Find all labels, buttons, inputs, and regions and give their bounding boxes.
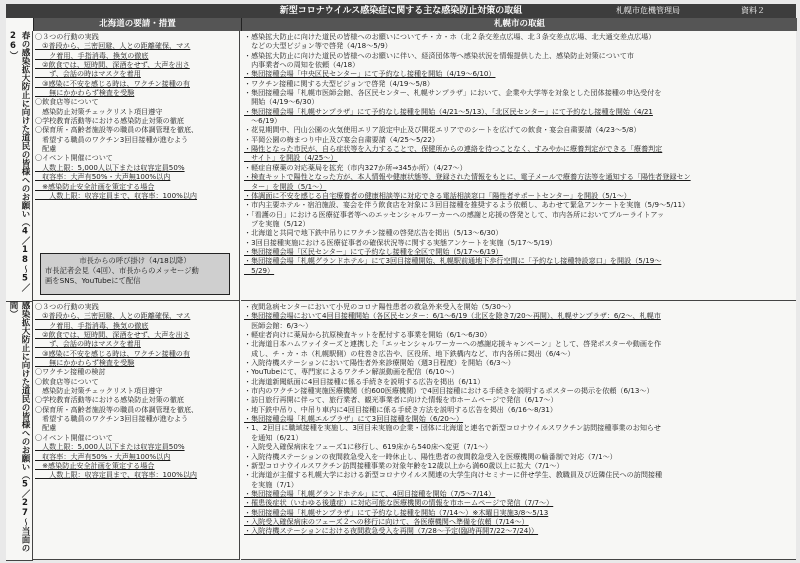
text-line: ・平岡公園の梅まつり中止及び宴会自粛要請（4/25～5/22） <box>244 134 440 144</box>
text-line: ・北海道と共同で地下鉄中吊りにワクチン接種の啓発広告を掲出（5/13～6/30） <box>244 228 503 238</box>
column-header-sapporo: 札幌市の取組 <box>241 18 797 31</box>
text-line: 〇３つの行動の実践 <box>35 32 99 41</box>
text-line: 人数上限：収容定員まで、収容率：100%以内 <box>35 190 198 200</box>
document-page <box>6 4 796 560</box>
text-line: 無にかかわらず検査を受験 <box>35 88 135 98</box>
text-line: ず、会話の時はマスクを着用 <box>35 69 141 79</box>
mayor-message-box <box>40 253 230 295</box>
text-line: ター」を開設（5/1～） <box>244 181 327 191</box>
text-line: ※感染防止安全計画を策定する場合 <box>35 460 155 470</box>
text-line: 〇飲食店等について <box>35 376 99 386</box>
text-line: ・体調面に不安を感じる自宅療養者の健康相談等に対応できる電話相談窓口「陽性者サポートセンター」を開設（5/1～） <box>244 190 631 200</box>
text-line: ・YouTubeにて、専門家によるワクチン解説動画を配信（6/10～） <box>244 367 459 377</box>
text-line: ・入院待機ステーションにおいて陽性者外来診療開始（週3日程度）を開始（6/3～） <box>244 358 515 368</box>
text-line: ず、会話の時はマスクを着用 <box>35 339 141 349</box>
text-line: ・集団接種会場において4回目接種開始（各区民センター：6/1～6/19（北区を除き7/20～再開）、札幌サンプラザ：6/2～、札幌市 <box>244 311 661 321</box>
text-line: ・北海道日本ハムファイターズと連携した「エッセンシャルワーカーへの感謝応援キャンペーン」として、啓発ポスターや動画を作 <box>244 339 662 349</box>
text-line: ・「看護の日」における医療従事者等へのエッセンシャルワーカーへの感謝と応援の啓発として、市内各所においてブルーライトアッ <box>244 209 665 219</box>
text-line: 〇飲食店等について <box>35 97 99 107</box>
text-line: ②飲食では、短時間、深酒をせず、大声を出さ <box>35 330 190 340</box>
text-line: 人数上限：5,000人以下または収容定員50% <box>35 442 185 452</box>
text-line: ・検査キットで陽性となった方が、本人情報や健康状態等、登録された情報をもとに、電子メールで療養方法等を通知する「陽性者登録セン <box>244 172 691 182</box>
text-line: サイト」を開設（4/25～） <box>244 153 338 163</box>
text-line: ・入院受入確保病床をフェーズ1に移行し、619床から540床へ変更（7/1～） <box>244 442 493 452</box>
text-line: ク着用、手指消毒、換気の徹底 <box>35 320 149 330</box>
department-name: 札幌市危機管理局 <box>616 6 680 15</box>
section-label-spring: 春の感染拡大防止に向けた道民の皆様へのお願い（4／18～5／26） <box>6 31 33 302</box>
text-line: 希望する職員のワクチン3回目接種が進むよう <box>35 414 189 424</box>
text-line: ・集団接種会場「札幌サンプラザ」にて予約なし接種を開始（4/21～5/13）、「北区民センター」にて予約なし接種を開始（4/21 <box>244 106 653 116</box>
mayor-box-heading: 市長からの呼び掛け（4/18以降） <box>79 256 191 265</box>
text-line: 無にかかわらず検査を受験 <box>35 358 135 368</box>
text-line: 感染防止対策チェックリスト項目遵守 <box>35 106 163 116</box>
text-line: 〇学校教育活動等における感染防止対策の徹底 <box>35 395 184 405</box>
text-line: ・市内のワクチン接種実施医療機関（約600医療機関）で4回目接種における手続きを説明するポスターの掲示を依頼（6/13～） <box>244 386 654 396</box>
text-line: ・軽症自療薬の対応薬局を拡充（市内327か所⇒345か所）（4/27～） <box>244 162 467 172</box>
mayor-box-line: 画をSNS、YouTubeにて配信 <box>45 276 141 285</box>
text-line: 開始（4/19～6/30） <box>244 97 319 107</box>
text-line: 医師会館：6/3～） <box>244 320 313 330</box>
text-line: 5/29） <box>244 265 275 275</box>
text-line: ・集団接種会場「札幌エルプラザ」にて3回目接種を開始（6/20～） <box>244 414 464 424</box>
text-line: ～6/19） <box>244 116 282 126</box>
text-line: ・集団接種会場「札幌サンプラザ」にて予約なし接種を開始（7/14～）※木曜日実施3/8～5/13 <box>244 507 549 517</box>
text-line: を通知（6/21） <box>244 432 303 442</box>
text-line: ・訪日旅行再開に伴って、旅行業者、観光事業者に向けた情報を市ホームページで発信（6/17～） <box>244 395 558 405</box>
text-line: 人数上限：5,000人以下または収容定員50% <box>35 162 185 172</box>
text-line: ・地下鉄中吊り、中吊り車内に4回目接種に係る手続き方法を説明する広告を掲出（6/16～8/31） <box>244 404 558 414</box>
title-bar <box>6 4 796 18</box>
text-line: ・集団接種会場「中央区民センター」にて予約なし接種を開始（4/19～6/10） <box>244 69 496 79</box>
text-line: 内事業者への周知を依頼（4/18） <box>244 60 360 70</box>
text-line: 〇イベント開催について <box>35 432 113 442</box>
text-line: ・集団接種会場「札幌グランドホテル」にて3回目接種開始、札幌駅前通地下歩行空間に「予約なし接種特設窓口」を開設（5/19～ <box>244 256 662 266</box>
text-line: ①普段から、三密回避、人との距離確保、マス <box>35 311 191 321</box>
text-line: 収容率：大声有50%・大声無100%以内 <box>35 451 171 461</box>
text-line: 収容率：大声有50%・大声無100%以内 <box>35 172 171 182</box>
text-line: 〇保育所・高齢者施設等の職員の体調管理を徹底、 <box>35 125 199 135</box>
text-line: 希望する職員のワクチン3回目接種が進むよう <box>35 134 189 144</box>
text-line: などの大型ビジョン等で啓発（4/18～5/9） <box>244 41 392 51</box>
text-line: ・市内主要ホテル・宿泊施設、宴会を伴う飲食店を対象に３回目接種を推奨するよう依頼し、あわせて緊急アンケートを実施（5/9～5/11） <box>244 200 690 210</box>
text-line: ・感染拡大防止に向けた道民の皆様へのお願いについてチ・カ・ホ（北２条交差点広場、北３条交差点広場、北大通交差点広場） <box>244 32 656 41</box>
document-title: 新型コロナウイルス感染症に関する主な感染防止対策の取組 <box>279 6 523 16</box>
text-line: ク着用、手指消毒、換気の徹底 <box>35 50 149 60</box>
text-line: 〇ワクチン接種の検討 <box>35 367 106 377</box>
text-line: ・陽性となった市民が、自ら症状等を入力することで、保健所からの連絡を待つことなく、すみやかに療養判定ができる「療養判定 <box>244 144 663 154</box>
text-line: 人数上限：収容定員まで、収容率：100%以内 <box>35 470 198 480</box>
text-line: ・北海道新聞紙面に4回目接種に係る手続きを説明する広告を掲出（6/11） <box>244 376 485 386</box>
text-line: ・入院待機ステーションの夜間救急受入を一時休止し、陽性患者の夜間救急受入を医療機関の輪番制で対応（7/1～） <box>244 451 617 461</box>
text-line: ・入院待機ステーションにおける夜間救急受入を再開（7/28～予定(臨時再開7/22～7/24)） <box>244 526 539 536</box>
text-line: ・花見期間中、円山公園の火気使用エリア設定中止及び開花エリアでのシートを広げての飲食・宴会自粛要請（4/23～5/8） <box>244 125 641 135</box>
sapporo-actions-current <box>241 301 796 560</box>
column-header-hokkaido: 北海道の要請・措置 <box>33 18 241 31</box>
text-line: 〇保育所・高齢者施設等の職員の体調管理を徹底、 <box>35 404 199 414</box>
text-line: ・軽症者向けに薬局から抗原検査キットを配付する事業を開始（6/1～6/30） <box>244 330 492 340</box>
text-line: を実施（7/1） <box>244 479 298 489</box>
sapporo-actions-spring <box>241 31 796 301</box>
text-line: ・集団接種会場「区民センター」にて予約なし接種を全区で開始（5/17～6/19） <box>244 246 503 256</box>
text-line: ・夜間急病センターにおいて小児のコロナ陽性患者の救急外来受入を開始（5/30～） <box>244 302 516 311</box>
text-line: ・感染拡大防止に向けた道民の皆様へのお願いに伴い、経済団体等へ感染状況を情報提供した上、感染防止対策について市 <box>244 50 635 60</box>
text-line: ①普段から、三密回避、人との距離確保、マス <box>35 41 191 51</box>
text-line: 配慮 <box>35 423 57 433</box>
text-line: ・ワクチン接種に関する大型ビジョンで啓発（4/19～5/8） <box>244 78 435 88</box>
text-line: ・北海道が主催する札幌大学における新型コロナウイルス関連の大学生向けセミナーに併せ学生、教職員及び近隣住民への訪問接種 <box>244 470 663 480</box>
text-line: ②飲食では、短時間、深酒をせず、大声を出さ <box>35 60 190 70</box>
text-line: ・新型コロナウイルスワクチン訪問接種事業の対象年齢を12歳以上から満60歳以上に拡大（7/1～） <box>244 460 564 470</box>
text-line: ・1、2回目に職域接種を実施し、3回目未実施の企業・団体に北海道と連名で新型コロナウイルスワクチン訪問接種事業のお知らせ <box>244 423 661 433</box>
text-line: ※感染防止安全計画を策定する場合 <box>35 181 155 191</box>
text-line: ③感染に不安を感じる時は、ワクチン接種の有 <box>35 348 190 358</box>
text-line: 成し、チ・カ・ホ（札幌駅側）の柱巻き広告や、区役所、地下鉄構内など、市内各所に掲出（6/4～） <box>244 348 575 358</box>
section-label-current: 感染拡大防止に向けた道民の皆様へのお願い（5／27～当面の間） <box>6 301 33 561</box>
text-line: 〇イベント開催について <box>35 153 113 163</box>
mayor-box-line: 市長記者会見（4回）、市長からのメッセージ動 <box>45 266 199 275</box>
text-line: ・3回目接種実施における医療従事者の確保状況等に関する実態アンケートを実施（5/17～5/19） <box>244 237 557 247</box>
text-line: 配慮 <box>35 144 57 154</box>
text-line: 〇３つの行動の実践 <box>35 302 99 311</box>
text-line: ・集団接種会場「札幌グランドホテル」にて、4回目接種を開始（7/5～7/14） <box>244 488 496 498</box>
text-line: プを実施（5/12） <box>244 218 310 228</box>
text-line: 感染防止対策チェックリスト項目遵守 <box>35 386 163 396</box>
text-line: ・罹患後症状（いわゆる後遺症）に対応可能な医療機関の情報を市ホームページで発信（7/7～） <box>244 498 554 508</box>
text-line: ・集団接種会場「札幌市医師会館、各区民センター、札幌サンプラザ」において、企業や大学等を対象とした団体接種の申込受付を <box>244 88 662 98</box>
document-number: 資料２ <box>741 6 765 15</box>
text-line: 〇学校教育活動等における感染防止対策の徹底 <box>35 116 184 126</box>
text-line: ・入院受入確保病床のフェーズ２への移行に向けて、各医療機関へ準備を依頼（7/14～） <box>244 516 529 526</box>
hokkaido-measures-current <box>33 301 240 560</box>
text-line: ③感染に不安を感じる時は、ワクチン接種の有 <box>35 78 190 88</box>
